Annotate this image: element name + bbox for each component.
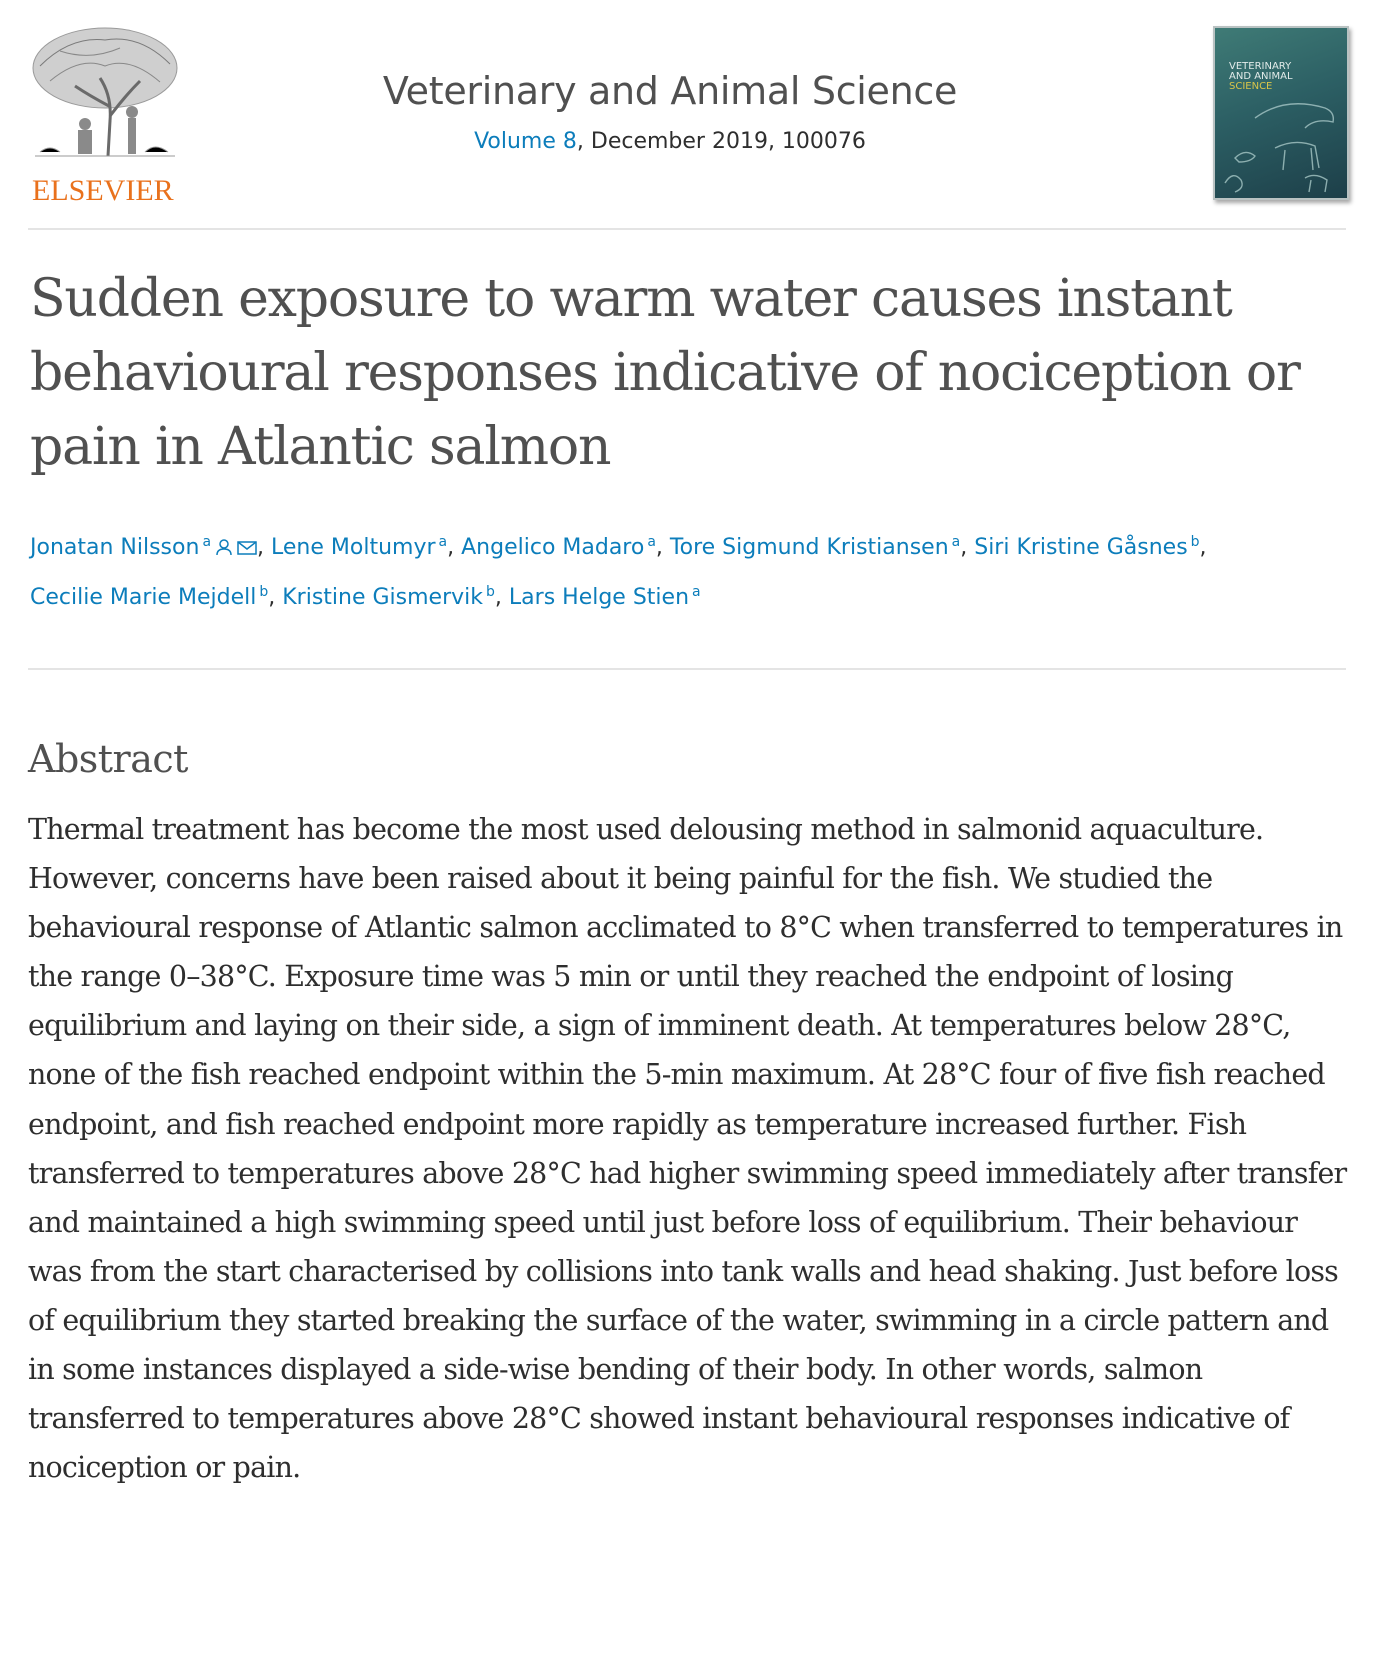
volume-link[interactable]: Volume 8 xyxy=(474,129,577,154)
author-link[interactable] xyxy=(30,535,257,560)
journal-header xyxy=(30,26,1345,206)
author-separator: , xyxy=(447,535,462,560)
author-separator: , xyxy=(655,535,670,560)
author-affiliation: a xyxy=(951,534,961,550)
author-link[interactable] xyxy=(974,535,1199,560)
authors-divider xyxy=(28,668,1346,670)
author-name: Lars Helge Stien xyxy=(508,585,690,610)
author-name: Lene Moltumyr xyxy=(271,535,436,560)
author-affiliation: a xyxy=(438,534,448,550)
author-affiliation: b xyxy=(486,584,495,600)
issue-details: , December 2019, 100076 xyxy=(576,129,866,154)
author-name: Siri Kristine Gåsnes xyxy=(974,535,1188,560)
envelope-icon[interactable] xyxy=(237,540,257,556)
publisher-wordmark: ELSEVIER xyxy=(32,174,174,207)
author-list xyxy=(30,520,1350,620)
publisher-logo[interactable] xyxy=(30,26,190,206)
author-separator: , xyxy=(257,535,272,560)
journal-cover-image[interactable] xyxy=(1213,26,1349,200)
abstract-heading: Abstract xyxy=(28,737,188,781)
author-name: Tore Sigmund Kristiansen xyxy=(669,535,949,560)
journal-issue-line xyxy=(360,128,980,156)
author-link[interactable] xyxy=(670,535,960,560)
author-link[interactable] xyxy=(271,535,447,560)
author-separator: , xyxy=(960,535,975,560)
author-affiliation: a xyxy=(647,534,656,550)
author-affiliation: a xyxy=(692,584,701,600)
header-divider xyxy=(28,228,1346,230)
author-separator: , xyxy=(1199,535,1207,560)
journal-info xyxy=(360,68,980,156)
journal-title[interactable]: Veterinary and Animal Science xyxy=(382,69,958,113)
author-separator: , xyxy=(494,585,509,610)
article-title: Sudden exposure to warm water causes instant behavioural responses indicative of nociception or pain in Atlantic salmon xyxy=(30,269,1300,477)
author-name: Cecilie Marie Mejdell xyxy=(30,585,257,610)
cover-title-line1: VETERINARY xyxy=(1229,61,1292,72)
author-affiliation: b xyxy=(1190,534,1200,550)
animal-silhouettes-icon xyxy=(1215,88,1347,198)
author-link[interactable] xyxy=(282,585,495,610)
author-name: Angelico Madaro xyxy=(461,535,645,560)
cover-title-line3: SCIENCE xyxy=(1229,81,1273,92)
cover-title-line2: AND ANIMAL xyxy=(1229,71,1293,82)
author-link[interactable] xyxy=(30,585,268,610)
author-name: Kristine Gismervik xyxy=(282,585,484,610)
author-affiliation: a xyxy=(202,534,212,550)
author-name: Jonatan Nilsson xyxy=(30,535,200,560)
author-affiliation: b xyxy=(259,584,269,600)
tree-logo-icon xyxy=(30,26,180,161)
author-link[interactable] xyxy=(461,535,656,560)
abstract-text: Thermal treatment has become the most used delousing method in salmonid aquaculture. However, concerns have been raised about it being painful for the fish. We studied the behavioural response of Atlantic salmon acclimated to 8°C when transferred to temperatures in the range 0–38°C. Exposure time was 5 min or until they reached the endpoint of losing equilibrium and laying on their side, a sign of imminent death. At temperatures below 28°C, none of the fish reached endpoint within the 5-min maximum. At 28°C four of five fish reached endpoint, and fish reached endpoint more rapidly as temperature increased further. Fish transferred to temperatures above 28°C had higher swimming speed immediately after transfer and maintained a high swimming speed until just before loss of equilibrium. Their behaviour was from the start characterised by collisions into tank walls and head shaking. Just before loss of equilibrium they started breaking the surface of the water, swimming in a circle pattern and in some instances displayed a side-wise bending of their body. In other words, salmon transferred to temperatures above 28°C showed instant behavioural responses indicative of nociception or pain. xyxy=(28,813,1347,1485)
author-link[interactable] xyxy=(509,585,701,610)
person-icon[interactable] xyxy=(215,538,233,556)
author-separator: , xyxy=(268,585,283,610)
